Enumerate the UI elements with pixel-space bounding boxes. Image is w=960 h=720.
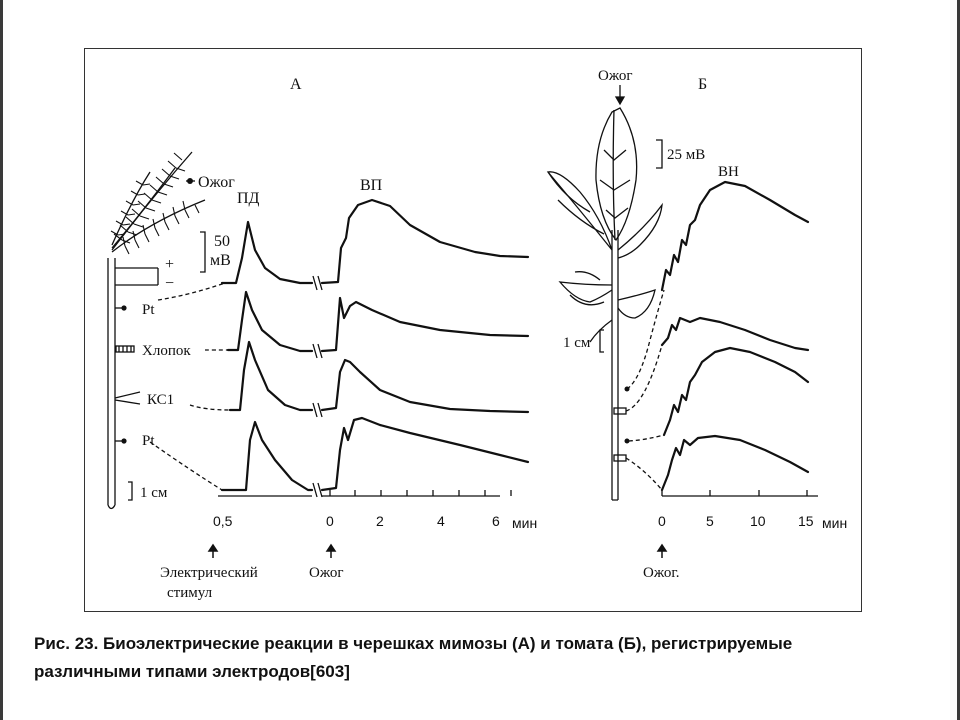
- burn-arrow-a: [327, 545, 335, 558]
- b-tick-10: 10: [750, 513, 766, 529]
- panel-a-letter: А: [290, 76, 302, 93]
- panel-a-length-scale: 1 см: [140, 485, 168, 501]
- electric-stimulus-label-1: Электрический: [160, 565, 258, 581]
- burn-label-a: Ожог: [309, 565, 344, 581]
- trace-a-2: [228, 292, 528, 351]
- panel-b-length-scale: 1 см: [563, 335, 591, 351]
- a-tick-4: 4: [437, 513, 445, 529]
- trace-b-3: [664, 348, 808, 435]
- panel-a-burn-label: Ожог: [198, 174, 235, 191]
- electrode-label-pt-1: Pt: [142, 302, 155, 318]
- panel-a-time-axis: [218, 490, 511, 496]
- panel-b-voltage-scale: 25 мВ: [667, 147, 706, 163]
- b-tick-5: 5: [706, 513, 714, 529]
- trace-b-2: [662, 318, 808, 350]
- trace-b-4: [662, 436, 808, 490]
- electric-stimulus-arrow: [209, 545, 217, 558]
- b-time-unit: мин: [822, 515, 848, 531]
- trace-b-1: [662, 182, 808, 290]
- panel-b: [548, 68, 847, 581]
- panel-b-time-axis: [662, 490, 818, 496]
- electrode-label-pt-2: Pt: [142, 433, 155, 449]
- burn-label-b: Ожог.: [643, 565, 680, 581]
- panel-b-letter: Б: [698, 76, 708, 93]
- figure-caption: [34, 630, 924, 686]
- a-tick-05: 0,5: [213, 513, 233, 529]
- panel-b-traces: [662, 182, 808, 490]
- caption-line-2: различными типами электродов[603]: [34, 662, 350, 681]
- voltage-scale-unit: мВ: [210, 252, 231, 269]
- plus-sign: +: [165, 256, 175, 273]
- a-tick-6: 6: [492, 513, 500, 529]
- pd-label: ПД: [237, 190, 260, 207]
- panel-b-burn-label: Ожог: [598, 68, 633, 84]
- trace-a-3: [230, 342, 528, 412]
- b-tick-15: 15: [798, 513, 814, 529]
- vp-label: ВП: [360, 177, 383, 194]
- b-tick-0: 0: [658, 513, 666, 529]
- electrode-label-cotton: Хлопок: [142, 343, 191, 359]
- voltage-scale-value: 50: [214, 233, 230, 250]
- electrode-label-kcl: КС1: [147, 392, 175, 408]
- panel-a: [108, 76, 537, 601]
- minus-sign: −: [165, 275, 175, 292]
- trace-a-4: [222, 418, 528, 490]
- caption-line-1: Рис. 23. Биоэлектрические реакции в черешках мимозы (А) и томата (Б), регистрируемые: [34, 634, 793, 653]
- mimosa-plant-drawing: [108, 152, 230, 509]
- vn-label: ВН: [718, 164, 739, 180]
- burn-arrow-b: [658, 545, 666, 558]
- a-tick-2: 2: [376, 513, 384, 529]
- tomato-plant-drawing: [548, 108, 664, 500]
- a-tick-0: 0: [326, 513, 334, 529]
- trace-a-1: [222, 200, 528, 283]
- panel-b-burn-arrow: [616, 85, 624, 104]
- a-time-unit: мин: [512, 515, 538, 531]
- electric-stimulus-label-2: стимул: [167, 585, 213, 601]
- panel-a-traces: [222, 200, 528, 497]
